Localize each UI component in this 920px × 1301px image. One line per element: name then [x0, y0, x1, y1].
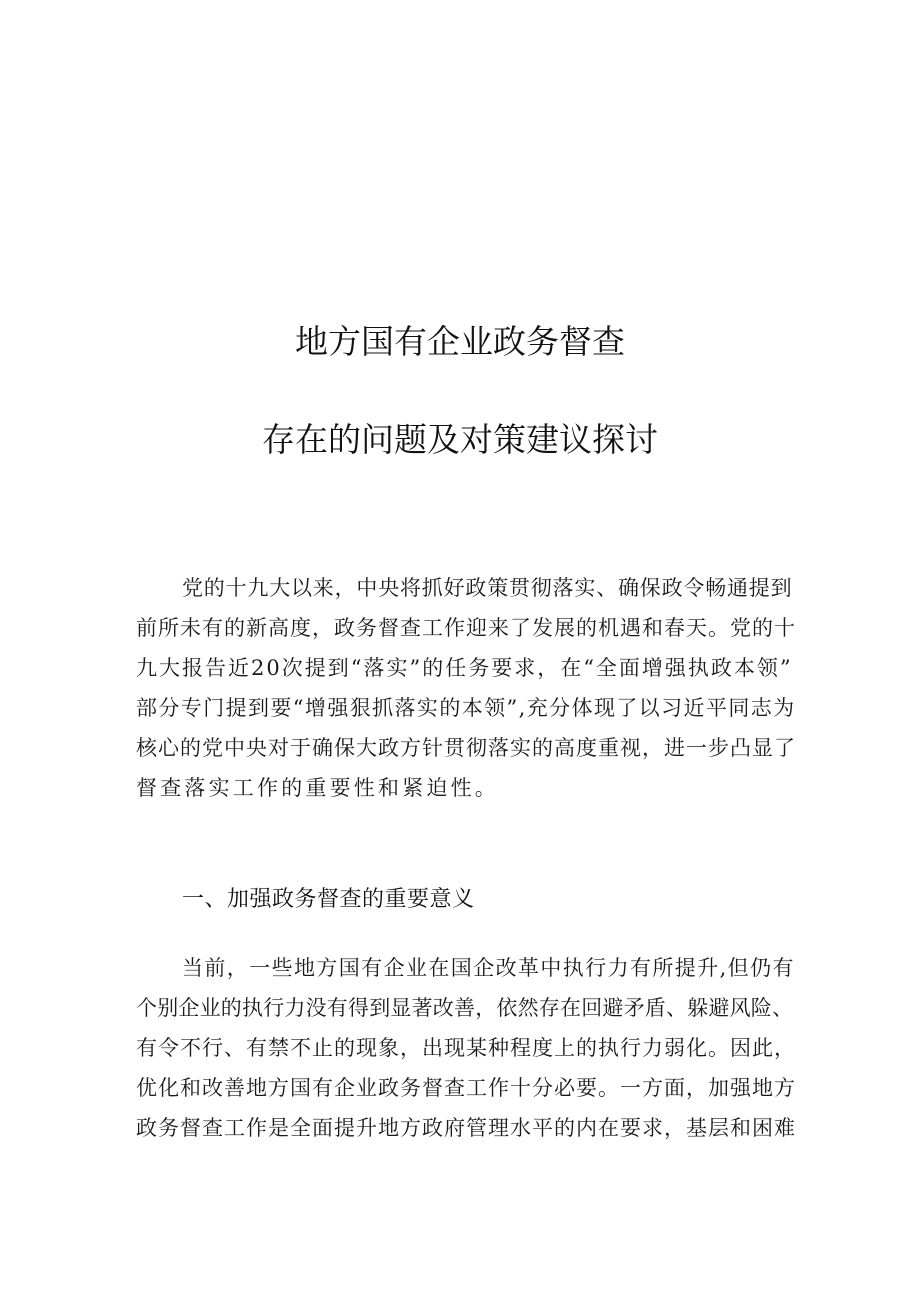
- paragraph-line: 有令不行、有禁不止的现象，出现某种程度上的执行力弱化。因此，: [136, 1036, 796, 1060]
- document-title-line-1: 地方国有企业政务督查: [295, 322, 625, 361]
- paragraph-line: 党的十九大以来，中央将抓好政策贯彻落实、确保政令畅通提到: [182, 576, 793, 600]
- paragraph-line: 个别企业的执行力没有得到显著改善，依然存在回避矛盾、躲避风险、: [136, 996, 794, 1020]
- paragraph-section-1: [136, 948, 796, 1148]
- paragraph-intro: [136, 568, 796, 808]
- paragraph-line: 优化和改善地方国有企业政务督查工作十分必要。一方面，加强地方: [136, 1076, 796, 1100]
- paragraph-line: 当前，一些地方国有企业在国企改革中执行力有所提升,但仍有: [182, 956, 795, 980]
- paragraph-line: 核心的党中央对于确保大政方针贯彻落实的高度重视，进一步凸显了: [136, 736, 796, 760]
- paragraph-line: 前所未有的新高度，政务督查工作迎来了发展的机遇和春天。党的十: [136, 616, 796, 640]
- paragraph-line: 政务督查工作是全面提升地方政府管理水平的内在要求，基层和困难: [136, 1116, 796, 1140]
- section-heading: 一、加强政务督查的重要意义: [182, 887, 475, 912]
- document-title-line-2: 存在的问题及对策建议探讨: [262, 420, 658, 459]
- paragraph-line: 九大报告近20次提到“落实”的任务要求，在“全面增强执政本领”: [136, 656, 793, 680]
- paragraph-line: 部分专门提到要“增强狠抓落实的本领”,充分体现了以习近平同志为: [136, 696, 796, 720]
- paragraph-line: 督查落实工作的重要性和紧迫性。: [136, 776, 499, 800]
